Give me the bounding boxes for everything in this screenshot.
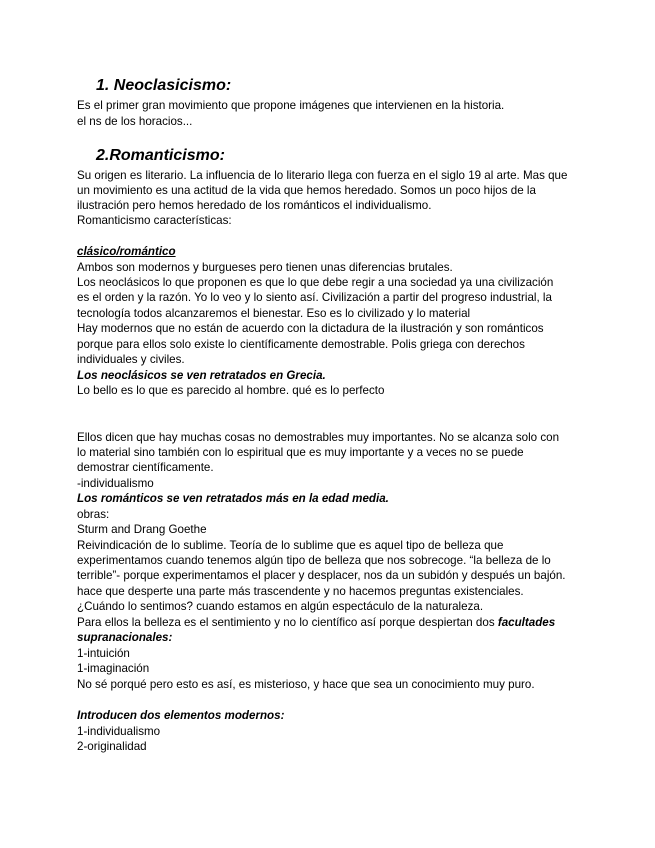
text-line: Reivindicación de lo sublime. Teoría de lo sublime que es aquel tipo de belleza que — [77, 539, 504, 552]
text-line: experimentamos cuando tenemos algún tipo de belleza que nos sobrecoge. “la belleza de lo — [77, 554, 551, 567]
text-line: individuales y civiles. — [77, 353, 185, 366]
bold-line-grecia: Los neoclásicos se ven retratados en Grecia. — [77, 369, 326, 382]
text-line: es el orden y la razón. Yo lo veo y lo siento así. Civilización a partir del progreso industrial, la — [77, 291, 552, 304]
bold-span-facultades: facultades — [497, 616, 556, 629]
text-line: Ambos son modernos y burgueses pero tienen unas diferencias brutales. — [77, 261, 453, 274]
text-line: No sé porqué pero esto es así, es misterioso, y hace que sea un conocimiento muy puro. — [77, 678, 535, 691]
heading-romanticismo: 2.Romanticismo: — [96, 147, 225, 164]
text-line: lo material sino también con lo espiritual que es muy importante y a veces no se puede — [77, 446, 524, 459]
list-item: 2-originalidad — [77, 740, 147, 753]
text-line: Los neoclásicos lo que proponen es que lo que debe regir a una sociedad ya una civilización — [77, 276, 554, 289]
bold-line-supranacionales: supranacionales: — [77, 631, 173, 644]
text-line: Su origen es literario. La influencia de lo literario llega con fuerza en el siglo 19 al arte. Mas que — [77, 169, 568, 182]
text-line: 1-intuición — [77, 647, 130, 660]
text-line: Ellos dicen que hay muchas cosas no demostrables muy importantes. No se alcanza solo con — [77, 431, 560, 444]
text-line: -individualismo — [77, 477, 154, 490]
text-line: Hay modernos que no están de acuerdo con la dictadura de la ilustración y son románticos — [77, 322, 544, 335]
heading-neoclasicismo: 1. Neoclasicismo: — [96, 77, 232, 94]
text-line: ilustración pero hemos heredado de los románticos el individualismo. — [77, 199, 432, 212]
bold-line-elementos: Introducen dos elementos modernos: — [77, 709, 285, 722]
text-line: demostrar científicamente. — [77, 461, 214, 474]
subheading-clasico-romantico: clásico/romántico — [77, 245, 176, 258]
text-line: tecnología todos alcanzaremos el bienestar. Eso es lo civilizado y lo material — [77, 307, 471, 320]
text-line: hace que desperte una parte más trascendente y no hacemos preguntas existenciales. — [77, 585, 524, 598]
text-line: terrible”- porque experimentamos el placer y desplacer, nos da un subidón y después un bajón. — [77, 569, 566, 582]
text-line: Sturm and Drang Goethe — [77, 523, 207, 536]
text-line: obras: — [77, 508, 110, 521]
text-line: Romanticismo características: — [77, 214, 232, 227]
text-line: un movimiento es una actitud de la vida que hemos heredado. Somos un poco hijos de la — [77, 184, 536, 197]
list-item: 1-individualismo — [77, 725, 161, 738]
text-line: ¿Cuándo lo sentimos? cuando estamos en algún espectáculo de la naturaleza. — [77, 600, 484, 613]
text-line: Lo bello es lo que es parecido al hombre. qué es lo perfecto — [77, 384, 385, 397]
text-line: 1-imaginación — [77, 662, 150, 675]
text-line: Es el primer gran movimiento que propone imágenes que intervienen en la historia. — [77, 99, 505, 112]
text-line: el ns de los horacios... — [77, 115, 193, 128]
text-span: Para ellos la belleza es el sentimiento y no lo científico así porque despiertan dos — [77, 616, 498, 629]
bold-line-edad-media: Los románticos se ven retratados más en la edad media. — [77, 492, 389, 505]
text-line-facultades — [77, 615, 555, 630]
text-line: porque para ellos solo existe lo científicamente demostrable. Polis griega con derechos — [77, 338, 525, 351]
